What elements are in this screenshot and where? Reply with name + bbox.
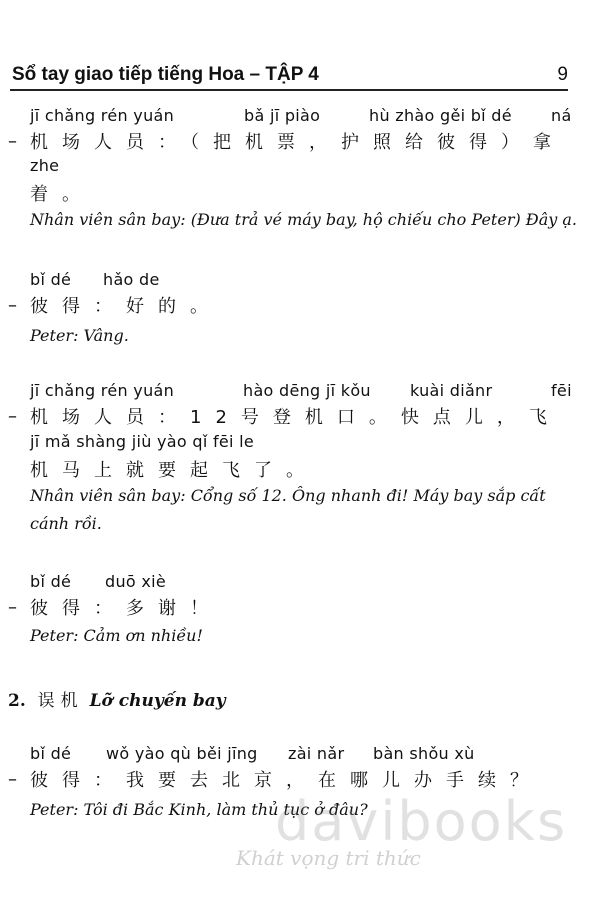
dialogue-dash: – bbox=[8, 406, 17, 427]
pinyin-line: wǒ yào qù běi jīng bbox=[106, 744, 258, 763]
pinyin-line: duō xiè bbox=[105, 572, 167, 591]
dialogue-dash: – bbox=[8, 769, 17, 790]
pinyin-line: kuài diǎnr bbox=[410, 381, 493, 400]
pinyin-line: fēi bbox=[551, 381, 572, 400]
dialogue-dash: – bbox=[8, 597, 17, 618]
pinyin-line: hù zhào gěi bǐ dé bbox=[369, 106, 512, 125]
watermark-slogan: Khát vọng tri thức bbox=[236, 846, 421, 870]
header-rule bbox=[10, 89, 568, 91]
vietnamese-translation: Peter: Cảm ơn nhiều! bbox=[30, 626, 203, 645]
pinyin-line: bǐ dé bbox=[30, 270, 72, 289]
vietnamese-translation: Peter: Tôi đi Bắc Kinh, làm thủ tục ở đâu? bbox=[30, 800, 368, 819]
vietnamese-translation: Nhân viên sân bay: Cổng số 12. Ông nhanh đi! Máy bay sắp cất bbox=[30, 486, 546, 505]
chinese-line: 彼得：多谢！ bbox=[30, 598, 222, 619]
pinyin-line: ná bbox=[551, 106, 572, 125]
pinyin-line: hào dēng jī kǒu bbox=[243, 381, 371, 400]
vietnamese-translation: cánh rồi. bbox=[30, 514, 102, 533]
section-vietnamese: Lỡ chuyến bay bbox=[89, 691, 226, 711]
vietnamese-translation: Peter: Vâng. bbox=[30, 326, 129, 345]
chinese-line: 着。 bbox=[30, 184, 94, 205]
section-heading bbox=[8, 686, 226, 711]
page-number: 9 bbox=[557, 64, 568, 85]
pinyin-line: hǎo de bbox=[103, 270, 160, 289]
dialogue-dash: – bbox=[8, 131, 17, 152]
chinese-line: 机场人员：（把机票，护照给彼得）拿 bbox=[30, 132, 565, 153]
section-number: 2. bbox=[8, 691, 26, 711]
chinese-line: 彼得：好的。 bbox=[30, 296, 222, 317]
watermark-brand: davibooks bbox=[275, 790, 568, 853]
dialogue-dash: – bbox=[8, 295, 17, 316]
pinyin-line: bàn shǒu xù bbox=[373, 744, 475, 763]
section-chinese: 误机 bbox=[37, 691, 84, 711]
pinyin-line: bǐ dé bbox=[30, 572, 72, 591]
page-header-title: Sổ tay giao tiếp tiếng Hoa – TẬP 4 bbox=[12, 64, 319, 85]
chinese-line: 彼得：我要去北京，在哪儿办手续？ bbox=[30, 770, 542, 791]
pinyin-line: jī chǎng rén yuán bbox=[30, 106, 175, 125]
pinyin-line: bǎ jī piào bbox=[244, 106, 321, 125]
pinyin-line: jī chǎng rén yuán bbox=[30, 381, 175, 400]
chinese-line: 机马上就要起飞了。 bbox=[30, 460, 318, 481]
chinese-line: 机场人员：12号登机口。快点儿，飞 bbox=[30, 407, 561, 428]
pinyin-line: zài nǎr bbox=[288, 744, 345, 763]
pinyin-line: zhe bbox=[30, 156, 60, 175]
vietnamese-translation: Nhân viên sân bay: (Đưa trả vé máy bay, hộ chiếu cho Peter) Đây ạ. bbox=[30, 210, 577, 229]
pinyin-line: bǐ dé bbox=[30, 744, 72, 763]
pinyin-line: jī mǎ shàng jiù yào qǐ fēi le bbox=[30, 432, 255, 451]
